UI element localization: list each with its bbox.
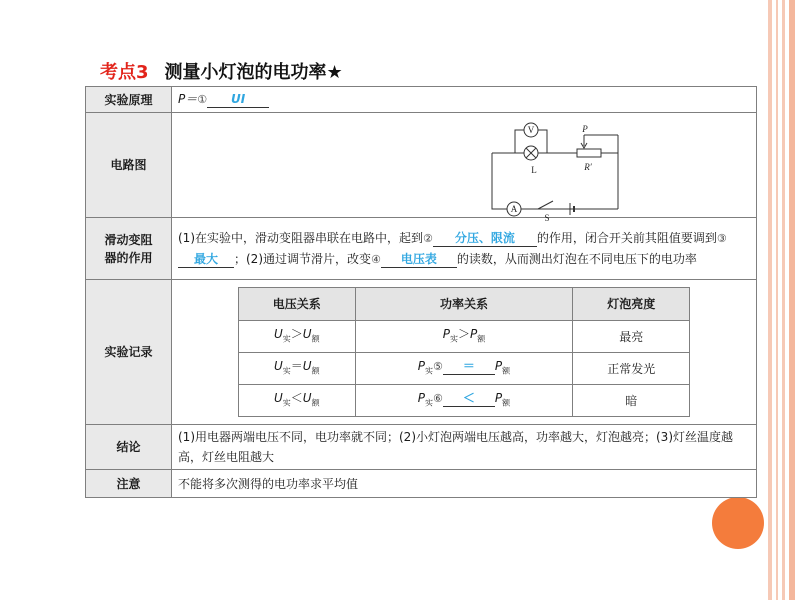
switch-symbol [538,201,553,209]
slider-label: P [582,124,588,134]
row-principle [86,87,757,113]
wire [538,130,547,153]
topic-tag: 考点3 [100,62,149,83]
rheostat-content [172,218,757,280]
brightness: 正常发光 [573,353,690,385]
page-title [100,58,343,84]
conclusion-text: (1)用电器两端电压不同，电功率就不同；(2)小灯泡两端电压越高，功率越大，灯泡越亮；(3)灯丝温度越高，灯丝电阻越大 [172,425,757,470]
decor-stripe [776,0,778,600]
answer-blank: 最大 [178,251,234,268]
blank-number: ② [423,231,433,245]
text: ；(2)通过调节滑片，改变 [234,251,371,266]
voltage-relation: $U_实>U_额$ [239,321,356,353]
row-rheostat [86,218,757,280]
brightness: 最亮 [573,321,690,353]
note-text: 不能将多次测得的电功率求平均值 [172,470,757,498]
row-conclusion [86,425,757,470]
decor-stripe [789,0,795,600]
wire [515,130,524,153]
blank-number: ① [197,93,208,106]
ammeter-label: A [510,204,518,214]
record-table [238,287,690,417]
text: 的作用，闭合开关前其阻值要调到 [536,230,717,245]
decor-orange-circle [712,497,764,549]
decor-stripe [782,0,785,600]
record-row [239,321,690,353]
row-record [86,280,757,425]
wire [601,153,618,209]
voltage-relation: $U_实<U_额$ [239,385,356,417]
text: (1)在实验中，滑动变阻器串联在电路中，起到 [178,230,423,245]
record-cell [172,280,757,425]
principle-content [172,87,757,113]
row-label: 结论 [86,425,172,470]
rheostat-label: R′ [584,162,592,172]
record-row [239,385,690,417]
circuit-cell [172,113,757,223]
label-line: 滑动变阻 [104,232,153,247]
row-label: 注意 [86,470,172,498]
circuit-diagram [172,113,756,223]
power-relation: $P_实⑥ < P_额$ [355,385,573,417]
rheostat-symbol [577,149,601,157]
blank-number: ④ [371,252,381,266]
text: 的读数，从而测出灯泡在不同电压下的电功率 [456,251,697,266]
decor-stripe [768,0,772,600]
answer-blank: ＜ [443,390,495,407]
blank-number: ③ [716,231,727,245]
label-line: 器的作用 [104,250,153,265]
brightness: 暗 [573,385,690,417]
row-label: 实验记录 [86,280,172,425]
row-label: 电路图 [86,113,172,218]
row-circuit [86,113,757,218]
answer-blank: ＝ [443,358,495,375]
experiment-table [85,86,757,498]
record-row [239,353,690,385]
voltage-relation: $U_实=U_额$ [239,353,356,385]
answer-blank: 分压、限流 [433,230,537,247]
answer-blank: UI [207,91,269,108]
switch-label: S [544,213,550,223]
record-header-row [239,288,690,321]
header-voltage: 电压关系 [239,288,356,321]
voltmeter-label: V [527,125,535,135]
row-note [86,470,757,498]
header-brightness: 灯泡亮度 [573,288,690,321]
formula-left: P＝ [178,92,198,106]
wire [492,153,584,209]
header-power: 功率关系 [355,288,573,321]
answer-blank: 电压表 [381,251,457,268]
lamp-label: L [531,165,537,175]
power-relation: $P_实>P_额$ [355,321,573,353]
power-relation: $P_实⑤ = P_额$ [355,353,573,385]
row-label [86,218,172,280]
topic-title: 测量小灯泡的电功率★ [164,62,343,83]
row-label: 实验原理 [86,87,172,113]
